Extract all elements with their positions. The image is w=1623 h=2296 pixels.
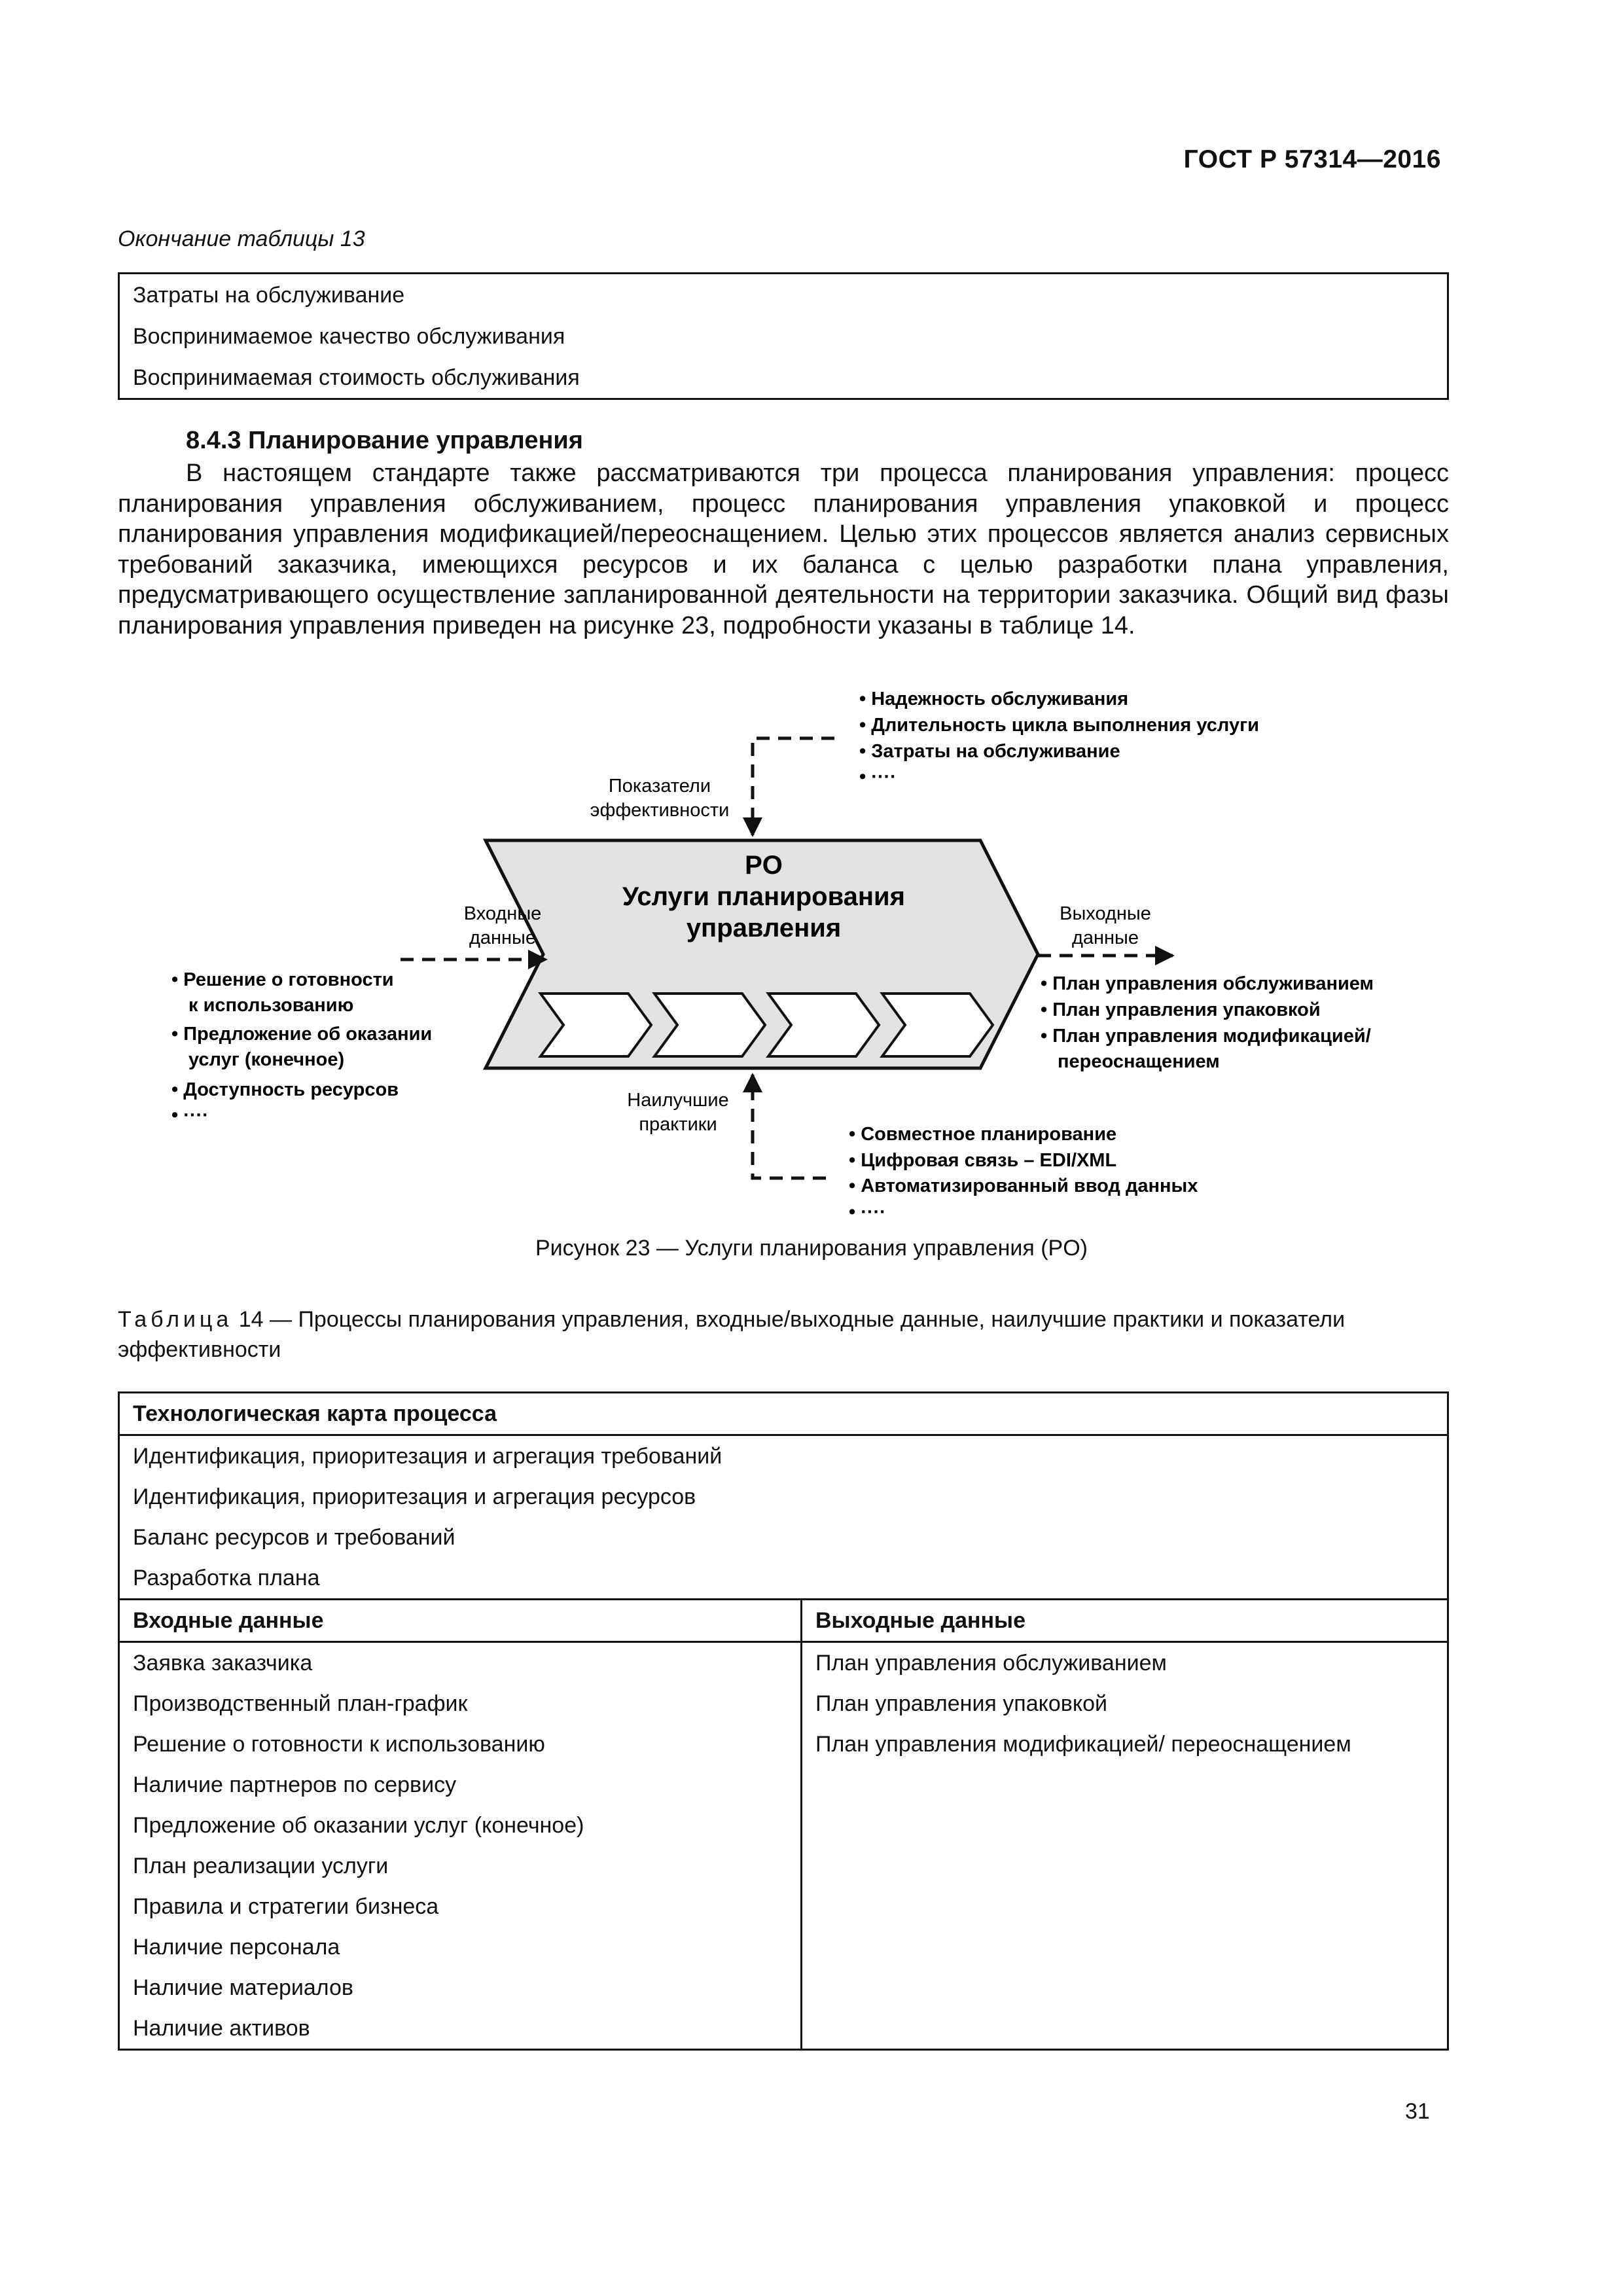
- table14-output-empty: [802, 1927, 1448, 1967]
- table14-output-cell: План управления упаковкой: [815, 1691, 1108, 1716]
- kpi-dashed-connector: [753, 738, 834, 835]
- process-title-line1: Услуги планирования: [622, 882, 905, 911]
- table14-input-cell: Наличие партнеров по сервису: [119, 1765, 802, 1805]
- kpi-label-line1: Показатели: [608, 776, 711, 797]
- input-label-line1: Входные: [463, 903, 542, 924]
- table13-row: Воспринимаемое качество обслуживания: [133, 323, 565, 349]
- section-paragraph: В настоящем стандарте также рассматриваются три процесса планирования управления: процесс планирования управления обслуживанием, процесс планирования управления упаковкой и процесс планирования управления модификацией/переоснащением. Целью этих процессов является анализ сервисных требований заказчика, имеющихся ресурсов и их баланса с целью разработки плана управления, предусматривающего осуществление запланированной деятельности на территории заказчика. Общий вид фазы планирования управления приведен на рисунке 23, подробности указаны в таблице 14.: [118, 459, 1449, 639]
- table14-process-header: Технологическая карта процесса: [133, 1401, 497, 1426]
- table14-output-cell: План управления обслуживанием: [802, 1642, 1448, 1684]
- table14-input-cell: Производственный план-график: [119, 1683, 802, 1724]
- table14-output-empty: [802, 1805, 1448, 1846]
- practices-dashed-connector: [753, 1075, 826, 1178]
- kpi-item: • Надежность обслуживания: [859, 689, 1129, 709]
- kpi-item: • Длительность цикла выполнения услуги: [859, 715, 1259, 736]
- page-number: 31: [1405, 2099, 1430, 2124]
- table14-process-step: Идентификация, приоритезация и агрегация требований: [119, 1435, 1448, 1477]
- kpi-label-line2: эффективности: [590, 800, 730, 821]
- table14-input-cell: Решение о готовности к использованию: [119, 1724, 802, 1765]
- table14-caption-label: Таблица: [118, 1307, 233, 1332]
- document-header-standard: ГОСТ Р 57314—2016: [1183, 145, 1441, 173]
- output-label-line2: данные: [1071, 927, 1139, 948]
- table13-continuation-caption: Окончание таблицы 13: [118, 226, 365, 251]
- practices-item: • ····: [849, 1202, 886, 1223]
- table14-process-step: Идентификация, приоритезация и агрегация ресурсов: [133, 1484, 696, 1509]
- practices-item: • Совместное планирование: [849, 1124, 1117, 1145]
- section-title: 8.4.3 Планирование управления: [186, 427, 583, 454]
- table14-input-cell: Наличие материалов: [119, 1967, 802, 2008]
- table14-output-empty: [802, 1765, 1448, 1805]
- input-item: услуг (конечное): [188, 1049, 345, 1070]
- output-item: • План управления упаковкой: [1041, 999, 1321, 1020]
- practices-item: • Цифровая связь – EDI/XML: [849, 1150, 1117, 1171]
- table14-caption: [118, 1304, 1449, 1365]
- output-label-line1: Выходные: [1060, 903, 1151, 924]
- kpi-item: • Затраты на обслуживание: [859, 741, 1120, 762]
- input-item: • Доступность ресурсов: [171, 1079, 399, 1100]
- table14-input-cell: Заявка заказчика: [119, 1642, 802, 1684]
- table14-inputs-header: Входные данные: [119, 1600, 802, 1642]
- table14-output-empty: [802, 1846, 1448, 1886]
- table14-input-cell: Правила и стратегии бизнеса: [119, 1886, 802, 1927]
- table14-output-empty: [802, 1886, 1448, 1927]
- table14-input-cell: Предложение об оказании услуг (конечное): [119, 1805, 802, 1846]
- table14-output-cell: План управления модификацией/ переоснащением: [815, 1732, 1351, 1757]
- table13-row: Воспринимаемая стоимость обслуживания: [133, 365, 580, 390]
- table14: [118, 1391, 1449, 2051]
- output-item: • План управления модификацией/: [1041, 1026, 1371, 1047]
- input-label-line2: данные: [469, 927, 537, 948]
- table14-caption-text: 14 — Процессы планирования управления, входные/выходные данные, наилучшие практики и показатели эффективности: [118, 1307, 1346, 1362]
- input-item: • Предложение об оказании: [171, 1024, 433, 1045]
- practices-label-line1: Наилучшие: [627, 1090, 729, 1111]
- table14-output-empty: [802, 1967, 1448, 2008]
- table14-input-cell: План реализации услуги: [119, 1846, 802, 1886]
- table13-row: Затраты на обслуживание: [133, 282, 405, 308]
- table14-input-cell: Наличие активов: [119, 2008, 802, 2050]
- table14-output-empty: [802, 2008, 1448, 2050]
- table14-outputs-header: Выходные данные: [802, 1600, 1448, 1642]
- practices-label-line2: практики: [639, 1114, 717, 1135]
- process-title-line2: управления: [686, 914, 842, 942]
- input-item: • ····: [171, 1105, 209, 1126]
- table14-process-step: Разработка плана: [133, 1566, 320, 1590]
- output-item: переоснащением: [1058, 1051, 1220, 1072]
- table14-process-step: Баланс ресурсов и требований: [133, 1525, 455, 1550]
- table14-input-cell: Наличие персонала: [119, 1927, 802, 1967]
- practices-item: • Автоматизированный ввод данных: [849, 1175, 1198, 1196]
- input-item: к использованию: [188, 995, 354, 1016]
- input-item: • Решение о готовности: [171, 969, 394, 990]
- output-item: • План управления обслуживанием: [1041, 973, 1374, 994]
- process-code: PO: [745, 851, 783, 880]
- kpi-item: • ····: [859, 766, 897, 787]
- figure-caption: Рисунок 23 — Услуги планирования управления (PO): [535, 1236, 1088, 1261]
